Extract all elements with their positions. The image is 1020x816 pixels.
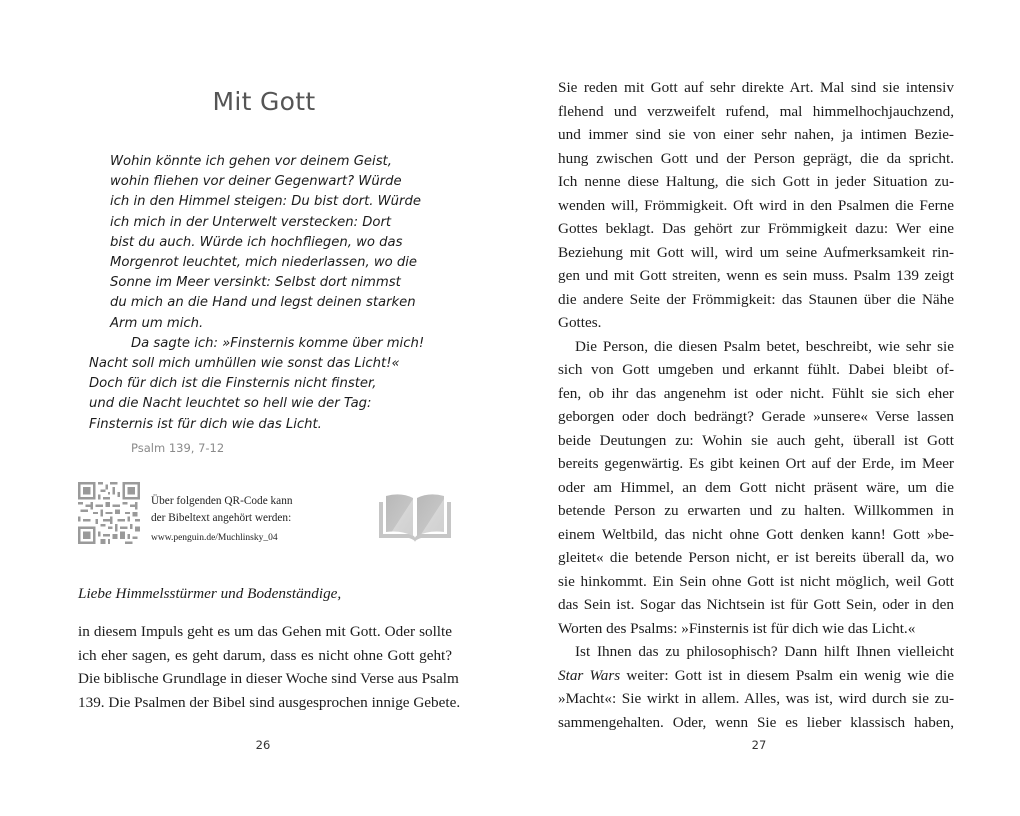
text-line: Ist Ihnen das zu philosophisch? Dann hilft Ihnen vielleicht [575,643,954,660]
text-line: Worten des Psalms: »Finsternis ist für dich wie das Licht.« [558,619,916,637]
quote-line: ich in den Himmel steigen: Du bist dort. Würde [110,194,421,210]
text-line: in diesem Impuls geht es um das Gehen mit Gott. Oder sollte [78,623,452,640]
text-line: die andere Seite der Frömmigkeit: das Staunen über die Nähe [558,290,954,308]
page-number-left: 26 [255,738,271,752]
text-line: gleitet« die betende Person nicht, er ist bereits überall da, wo [558,549,954,566]
text-line: Beziehung mit Gott will, wird um seine Aufmerksamkeit rin- [558,243,954,261]
quote-line: Nacht soll mich umhüllen wie sonst das Licht!« [89,356,400,372]
left-body-text [78,620,461,714]
qr-code-icon[interactable] [78,482,140,544]
chapter-title: Mit Gott [212,86,316,116]
psalm-paragraph-1 [110,152,440,334]
qr-text-line-1: Über folgenden QR-Code kann [151,495,293,507]
text-line: sich von Gott umgeben und erkannt fühlt. Dabei bleibt of- [558,361,954,378]
qr-description [151,493,293,526]
text-line: beide Deutungen zu: Wohin sie auch geht, überall ist Gott [558,431,954,449]
quote-line: Arm um mich. [110,315,204,331]
text-line: Die Person, die diesen Psalm betet, beschreibt, wie sehr sie [575,337,954,355]
text-line: Ich nenne diese Haltung, die sich Gott in jeder Situation zu- [558,173,954,190]
text-line: sammengehalten. Oder, wenn Sie es lieber klassisch haben, [558,713,954,731]
psalm-reference: Psalm 139, 7-12 [131,441,225,455]
salutation: Liebe Himmelsstürmer und Bodenständige, [78,585,342,602]
quote-line: Sonne im Meer versinkt: Selbst dort nimmst [110,275,401,291]
psalm-quote [89,152,440,435]
text-line: fen, ob ihr das angenehm ist oder nicht. Fühlt sie sich eher [558,384,954,402]
right-page [510,0,1020,816]
quote-line: und die Nacht leuchtet so hell wie der Tag: [89,396,372,412]
text-line: geborgen oder doch bedrängt? Gerade »unsere« Verse lassen [558,408,954,425]
text-line: Gottes. [558,314,602,331]
text-line: sie hinkommt. Ein Sein ohne Gott ist nicht möglich, weil Gott [558,572,954,590]
right-body-text [558,76,954,734]
psalm-paragraph-2 [89,334,440,435]
text-line: Gottes beklagt. Das gehört zur Frömmigkeit dazu: Wer eine [558,220,954,237]
text-line: »Macht«: Sie wirkt in allem. Alles, was ist, wird durch sie zu- [558,690,954,707]
text-line: oder am Himmel, an dem Gott nicht präsent wäre, um die [558,478,954,496]
quote-line: Morgenrot leuchtet, mich niederlassen, wo die [110,255,418,271]
quote-line: du mich an die Hand und legst deinen starken [110,295,416,311]
quote-line: Wohin könnte ich gehen vor deinem Geist, [110,154,392,169]
text-line: hung zwischen Gott und der Person geprägt, die da spricht. [558,149,954,167]
star-wars-title: Star Wars [558,666,621,684]
open-book-icon [377,490,453,542]
qr-text-line-2: der Bibeltext angehört werden: [151,511,292,524]
quote-line: Finsternis ist für dich wie das Licht. [89,416,322,432]
page-number-right: 27 [751,738,767,752]
text-line: betende Person zu erwarten und zu halten. Willkommen in [558,502,954,519]
text-line: gen und mit Gott streiten, wenn es sein muss. Psalm 139 zeigt [558,267,954,284]
text-line: 139. Die Psalmen der Bibel sind ausgesprochen innige Gebete. [78,693,461,711]
text-line: das Sein ist. Sogar das Nichtsein ist für Gott Sein, oder in den [558,596,954,613]
text-line: einem Weltbild, das nicht ohne Gott denken kann! Gott »be- [558,525,954,543]
text-line: bereits gegenwärtig. Es gibt keinen Ort auf der Erde, im Meer [558,455,954,472]
text-line: wenden will, Frömmigkeit. Oft wird in den Psalmen die Ferne [558,196,954,214]
text-line: ich eher sagen, es geht darum, dass es nicht ohne Gott geht? [78,646,452,664]
text-line [558,664,954,688]
qr-url-link[interactable]: www.penguin.de/Muchlinsky_04 [151,533,278,543]
text-fragment: weiter: Gott ist in diesem Psalm ein wenig wie die [620,666,954,684]
quote-line: ich mich in der Unterwelt verstecken: Dort [110,214,392,230]
text-line: Die biblische Grundlage in dieser Woche sind Verse aus Psalm [78,670,459,687]
text-line: flehend und verzweifelt rufend, mal himmelhochjauchzend, [558,102,954,120]
text-line: Sie reden mit Gott auf sehr direkte Art. Mal sind sie intensiv [558,79,954,96]
quote-line: Da sagte ich: »Finsternis komme über mich! [131,335,425,351]
quote-line: Doch für dich ist die Finsternis nicht finster, [89,376,377,392]
quote-line: wohin fliehen vor deiner Gegenwart? Würde [110,174,402,190]
text-line: und immer sind sie von einer sehr nahen, ja intimen Bezie- [558,126,954,143]
quote-line: bist du auch. Würde ich hochfliegen, wo das [110,234,403,250]
